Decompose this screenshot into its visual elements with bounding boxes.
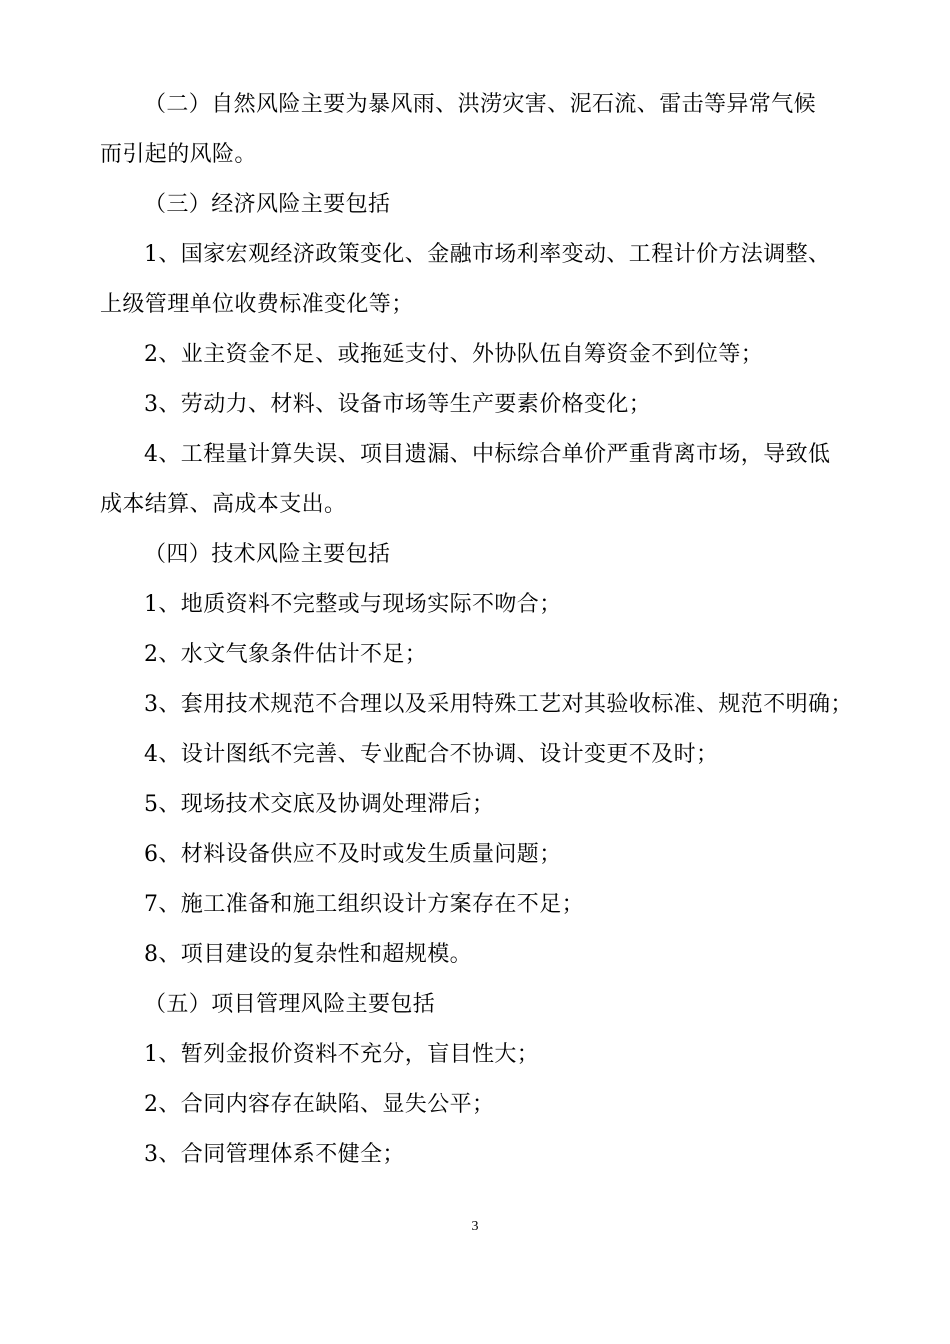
paragraph-management-item-3: 3、合同管理体系不健全； (144, 1142, 405, 1167)
paragraph-economic-item-4 (100, 430, 840, 530)
paragraph-technical-item-7: 7、施工准备和施工组织设计方案存在不足； (144, 892, 584, 917)
heading-project-management-risk: （五）项目管理风险主要包括 (144, 992, 436, 1017)
paragraph-economic-item-2: 2、业主资金不足、或拖延支付、外协队伍自筹资金不到位等； (144, 342, 764, 367)
paragraph-line: 上级管理单位收费标准变化等； (100, 292, 414, 317)
paragraph-technical-item-1: 1、地质资料不完整或与现场实际不吻合； (144, 592, 562, 617)
paragraph-management-item-2: 2、合同内容存在缺陷、显失公平； (144, 1092, 495, 1117)
page-number: 3 (471, 1219, 479, 1234)
paragraph-technical-item-5: 5、现场技术交底及协调处理滞后； (144, 792, 495, 817)
paragraph-technical-item-2: 2、水文气象条件估计不足； (144, 642, 428, 667)
heading-economic-risk: （三）经济风险主要包括 (144, 192, 391, 217)
paragraph-technical-item-8: 8、项目建设的复杂性和超规模。 (144, 942, 472, 967)
paragraph-line: 1、国家宏观经济政策变化、金融市场利率变动、工程计价方法调整、 (144, 242, 831, 267)
paragraph-line: （二）自然风险主要为暴风雨、洪涝灾害、泥石流、雷击等异常气候 (144, 92, 817, 117)
paragraph-economic-item-3: 3、劳动力、材料、设备市场等生产要素价格变化； (144, 392, 652, 417)
paragraph-technical-item-4: 4、设计图纸不完善、专业配合不协调、设计变更不及时； (144, 742, 719, 767)
paragraph-technical-item-6: 6、材料设备供应不及时或发生质量问题； (144, 842, 562, 867)
paragraph-line: 而引起的风险。 (100, 142, 257, 167)
paragraph-line: 成本结算、高成本支出。 (100, 492, 347, 517)
paragraph-technical-item-3: 3、套用技术规范不合理以及采用特殊工艺对其验收标准、规范不明确； (144, 692, 853, 717)
paragraph-management-item-1: 1、暂列金报价资料不充分，盲目性大； (144, 1042, 540, 1067)
paragraph-natural-risk (100, 80, 840, 180)
heading-technical-risk: （四）技术风险主要包括 (144, 542, 391, 567)
paragraph-line: 4、工程量计算失误、项目遗漏、中标综合单价严重背离市场，导致低 (144, 442, 831, 467)
paragraph-economic-item-1 (100, 230, 840, 330)
